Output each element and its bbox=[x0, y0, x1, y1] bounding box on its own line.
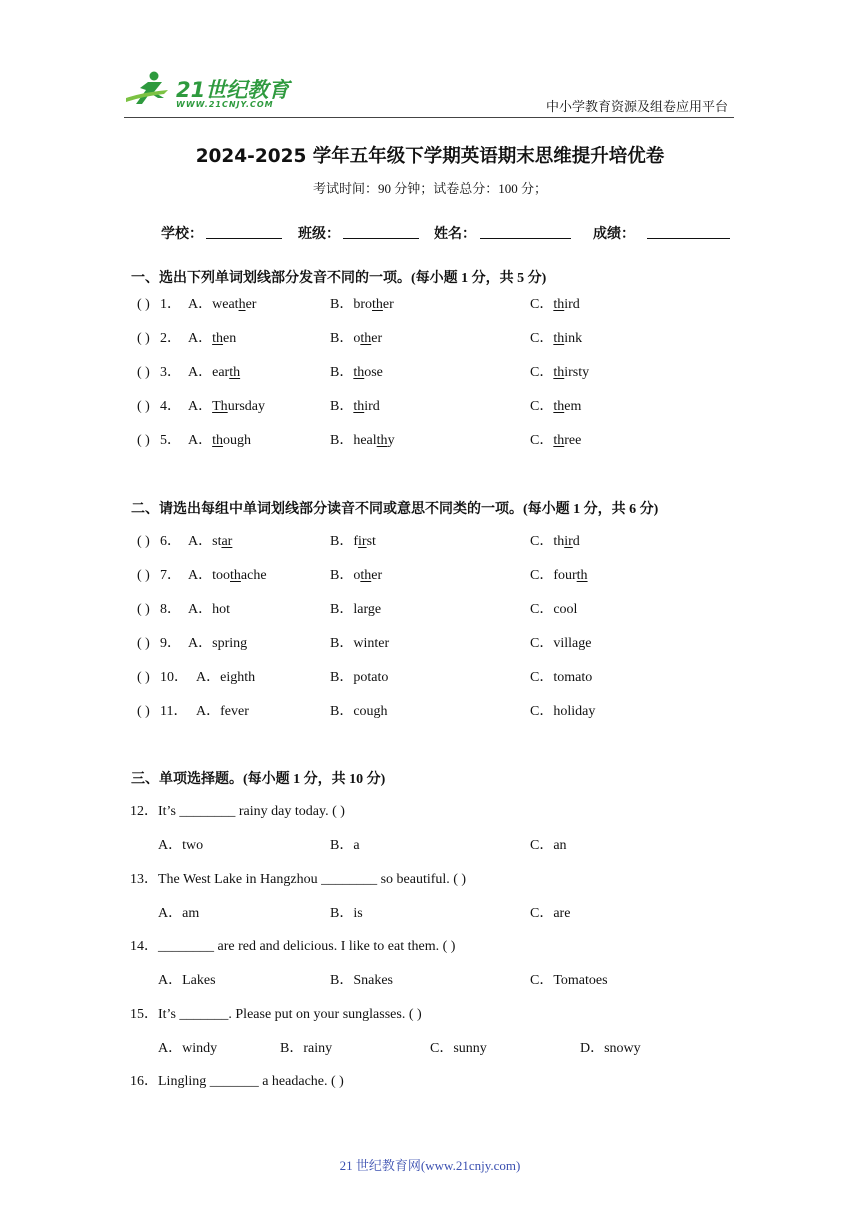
underlined-letters: Th bbox=[212, 399, 228, 414]
option-a[interactable]: A．windy bbox=[158, 1040, 218, 1056]
underlined-letters: th bbox=[353, 399, 365, 414]
option-b[interactable]: B．potato bbox=[330, 670, 389, 685]
logo-text: 21世纪教育 bbox=[176, 78, 290, 102]
question-number: 10． bbox=[160, 670, 188, 685]
section-3-heading: 三、单项选择题。(每小题 1 分，共 10 分) bbox=[131, 772, 386, 787]
option-c[interactable]: C．an bbox=[530, 838, 567, 853]
option-b[interactable]: B．cough bbox=[330, 704, 388, 719]
underlined-letters: ir bbox=[564, 534, 573, 549]
option-word: third bbox=[353, 399, 380, 414]
school-label: 学校： bbox=[161, 226, 203, 242]
option-word: third bbox=[553, 297, 580, 312]
option-b[interactable]: B．brother bbox=[330, 297, 394, 312]
footer-link[interactable]: 21 世纪教育网(www.21cnjy.com) bbox=[339, 1158, 521, 1173]
underlined-letters: th bbox=[372, 297, 383, 312]
question-number: 3． bbox=[160, 365, 181, 380]
option-word: fever bbox=[220, 704, 249, 719]
option-a[interactable]: A．weather bbox=[188, 297, 257, 312]
exam-title: 2024-2025 学年五年级下学期英语期末思维提升培优卷 bbox=[195, 146, 665, 167]
option-c[interactable]: C．sunny bbox=[430, 1040, 487, 1056]
answer-bracket[interactable]: ( ) bbox=[137, 297, 150, 312]
option-word: first bbox=[353, 534, 376, 549]
underlined-letters: th bbox=[553, 297, 565, 312]
class-label: 班级： bbox=[298, 226, 340, 242]
option-word: weather bbox=[212, 297, 257, 312]
option-word: village bbox=[553, 636, 592, 651]
option-word: then bbox=[212, 331, 237, 346]
underlined-letters: th bbox=[576, 568, 588, 583]
question-stem: 15．It’s _______. Please put on your sunglasses. ( ) bbox=[130, 1006, 422, 1022]
score-blank[interactable] bbox=[647, 238, 730, 239]
question-number: 2． bbox=[160, 331, 181, 346]
exam-subtitle: 考试时间：90 分钟；试卷总分：100 分； bbox=[312, 181, 547, 196]
question-number: 4． bbox=[160, 399, 181, 414]
option-a[interactable]: A．two bbox=[158, 838, 204, 853]
option-d[interactable]: D．snowy bbox=[580, 1040, 641, 1056]
option-c[interactable]: C．think bbox=[530, 331, 583, 346]
brand-logo bbox=[124, 68, 294, 114]
question-stem: 16．Lingling _______ a headache. ( ) bbox=[130, 1074, 344, 1090]
underlined-letters: ar bbox=[221, 534, 233, 549]
option-word: healthy bbox=[353, 433, 395, 448]
option-a[interactable]: A．am bbox=[158, 905, 200, 921]
option-word: third bbox=[553, 534, 580, 549]
option-c[interactable]: C．thirsty bbox=[530, 365, 590, 380]
option-b[interactable]: B．those bbox=[330, 365, 383, 380]
option-word: though bbox=[212, 433, 252, 448]
option-word: potato bbox=[353, 670, 389, 685]
section-2-heading: 二、请选出每组中单词划线部分读音不同或意思不同类的一项。(每小题 1 分，共 6 分) bbox=[131, 502, 659, 517]
option-b[interactable]: B．large bbox=[330, 602, 382, 617]
school-blank[interactable] bbox=[206, 238, 282, 239]
option-word: other bbox=[353, 331, 383, 346]
question-stem: 14．________ are red and delicious. I like to eat them. ( ) bbox=[130, 939, 456, 955]
underlined-letters: th bbox=[229, 365, 241, 380]
option-a[interactable]: A．earth bbox=[188, 365, 241, 380]
option-b[interactable]: B．third bbox=[330, 399, 380, 414]
answer-bracket[interactable]: ( ) bbox=[137, 399, 150, 414]
option-c[interactable]: C．holiday bbox=[530, 704, 596, 719]
option-b[interactable]: B．Snakes bbox=[330, 973, 393, 989]
question-number: 8． bbox=[160, 602, 181, 617]
option-a[interactable]: A．toothache bbox=[188, 568, 267, 583]
option-word: hot bbox=[212, 602, 231, 617]
option-c[interactable]: C．are bbox=[530, 905, 571, 921]
option-word: fourth bbox=[553, 568, 588, 583]
option-b[interactable]: B．a bbox=[330, 838, 360, 853]
option-a[interactable]: A．hot bbox=[188, 602, 231, 617]
platform-name: 中小学教育资源及组卷应用平台 bbox=[546, 100, 729, 115]
option-b[interactable]: B．other bbox=[330, 568, 383, 583]
name-blank[interactable] bbox=[480, 238, 571, 239]
question-stem: 13．The West Lake in Hangzhou ________ so beautiful. ( ) bbox=[130, 871, 467, 887]
option-word: brother bbox=[353, 297, 394, 312]
option-word: spring bbox=[212, 636, 248, 651]
answer-bracket[interactable]: ( ) bbox=[137, 365, 150, 380]
option-word: holiday bbox=[553, 704, 596, 719]
option-b[interactable]: B．other bbox=[330, 331, 383, 346]
option-c[interactable]: C．fourth bbox=[530, 568, 588, 583]
option-c[interactable]: C．cool bbox=[530, 602, 578, 617]
option-word: those bbox=[353, 365, 383, 380]
option-word: three bbox=[553, 433, 582, 448]
option-a[interactable]: A．then bbox=[188, 331, 237, 346]
option-word: eighth bbox=[220, 670, 256, 685]
section-1-heading: 一、选出下列单词划线部分发音不同的一项。(每小题 1 分，共 5 分) bbox=[131, 271, 547, 286]
answer-bracket[interactable]: ( ) bbox=[137, 568, 150, 583]
option-b[interactable]: B．winter bbox=[330, 636, 390, 651]
question-number: 7． bbox=[160, 568, 181, 583]
question-number: 5． bbox=[160, 433, 181, 448]
answer-bracket[interactable]: ( ) bbox=[137, 670, 150, 685]
option-word: thirsty bbox=[553, 365, 590, 380]
answer-bracket[interactable]: ( ) bbox=[137, 602, 150, 617]
option-a[interactable]: A．Lakes bbox=[158, 973, 216, 989]
option-b[interactable]: B．first bbox=[330, 534, 376, 549]
option-b[interactable]: B．rainy bbox=[280, 1040, 333, 1056]
underlined-letters: th bbox=[212, 331, 224, 346]
option-word: large bbox=[353, 602, 382, 617]
score-label: 成绩： bbox=[593, 226, 635, 242]
underlined-letters: th bbox=[353, 365, 365, 380]
answer-bracket[interactable]: ( ) bbox=[137, 636, 150, 651]
option-c[interactable]: C．them bbox=[530, 399, 582, 414]
option-word: other bbox=[353, 568, 383, 583]
option-word: cool bbox=[553, 602, 578, 617]
option-a[interactable]: A．eighth bbox=[196, 670, 256, 685]
option-c[interactable]: C．three bbox=[530, 433, 582, 448]
option-c[interactable]: C．third bbox=[530, 534, 580, 549]
underlined-letters: th bbox=[360, 331, 372, 346]
option-word: toothache bbox=[212, 568, 267, 583]
option-word: them bbox=[553, 399, 582, 414]
answer-bracket[interactable]: ( ) bbox=[137, 331, 150, 346]
underlined-letters: th bbox=[553, 433, 565, 448]
question-number: 6． bbox=[160, 534, 181, 549]
class-blank[interactable] bbox=[343, 238, 419, 239]
option-word: cough bbox=[353, 704, 388, 719]
option-a[interactable]: A．spring bbox=[188, 636, 248, 651]
underlined-letters: ir bbox=[358, 534, 367, 549]
option-a[interactable]: A．star bbox=[188, 534, 233, 549]
option-word: Thursday bbox=[212, 399, 266, 414]
underlined-letters: th bbox=[360, 568, 372, 583]
option-a[interactable]: A．Thursday bbox=[188, 399, 266, 414]
option-b[interactable]: B．healthy bbox=[330, 433, 395, 448]
option-a[interactable]: A．though bbox=[188, 433, 252, 448]
option-word: winter bbox=[353, 636, 390, 651]
option-b[interactable]: B．is bbox=[330, 905, 363, 921]
name-label: 姓名： bbox=[434, 226, 476, 242]
header-divider bbox=[124, 117, 734, 118]
question-stem: 12．It’s ________ rainy day today. ( ) bbox=[130, 804, 345, 819]
option-word: tomato bbox=[553, 670, 593, 685]
underlined-letters: th bbox=[553, 365, 565, 380]
option-word: star bbox=[212, 534, 233, 549]
logo-url: WWW.21CNJY.COM bbox=[176, 100, 274, 109]
option-word: think bbox=[553, 331, 583, 346]
option-c[interactable]: C．village bbox=[530, 636, 592, 651]
option-a[interactable]: A．fever bbox=[196, 704, 249, 719]
underlined-letters: th bbox=[553, 399, 565, 414]
option-c[interactable]: C．tomato bbox=[530, 670, 593, 685]
underlined-letters: th bbox=[553, 331, 565, 346]
question-number: 9． bbox=[160, 636, 181, 651]
answer-bracket[interactable]: ( ) bbox=[137, 433, 150, 448]
underlined-letters: h bbox=[238, 297, 246, 312]
answer-bracket[interactable]: ( ) bbox=[137, 534, 150, 549]
answer-bracket[interactable]: ( ) bbox=[137, 704, 150, 719]
underlined-letters: th bbox=[376, 433, 388, 448]
question-number: 11． bbox=[160, 704, 188, 719]
option-c[interactable]: C．Tomatoes bbox=[530, 973, 608, 989]
option-c[interactable]: C．third bbox=[530, 297, 580, 312]
underlined-letters: th bbox=[212, 433, 224, 448]
option-word: earth bbox=[212, 365, 241, 380]
underlined-letters: th bbox=[230, 568, 241, 583]
question-number: 1． bbox=[160, 297, 181, 312]
